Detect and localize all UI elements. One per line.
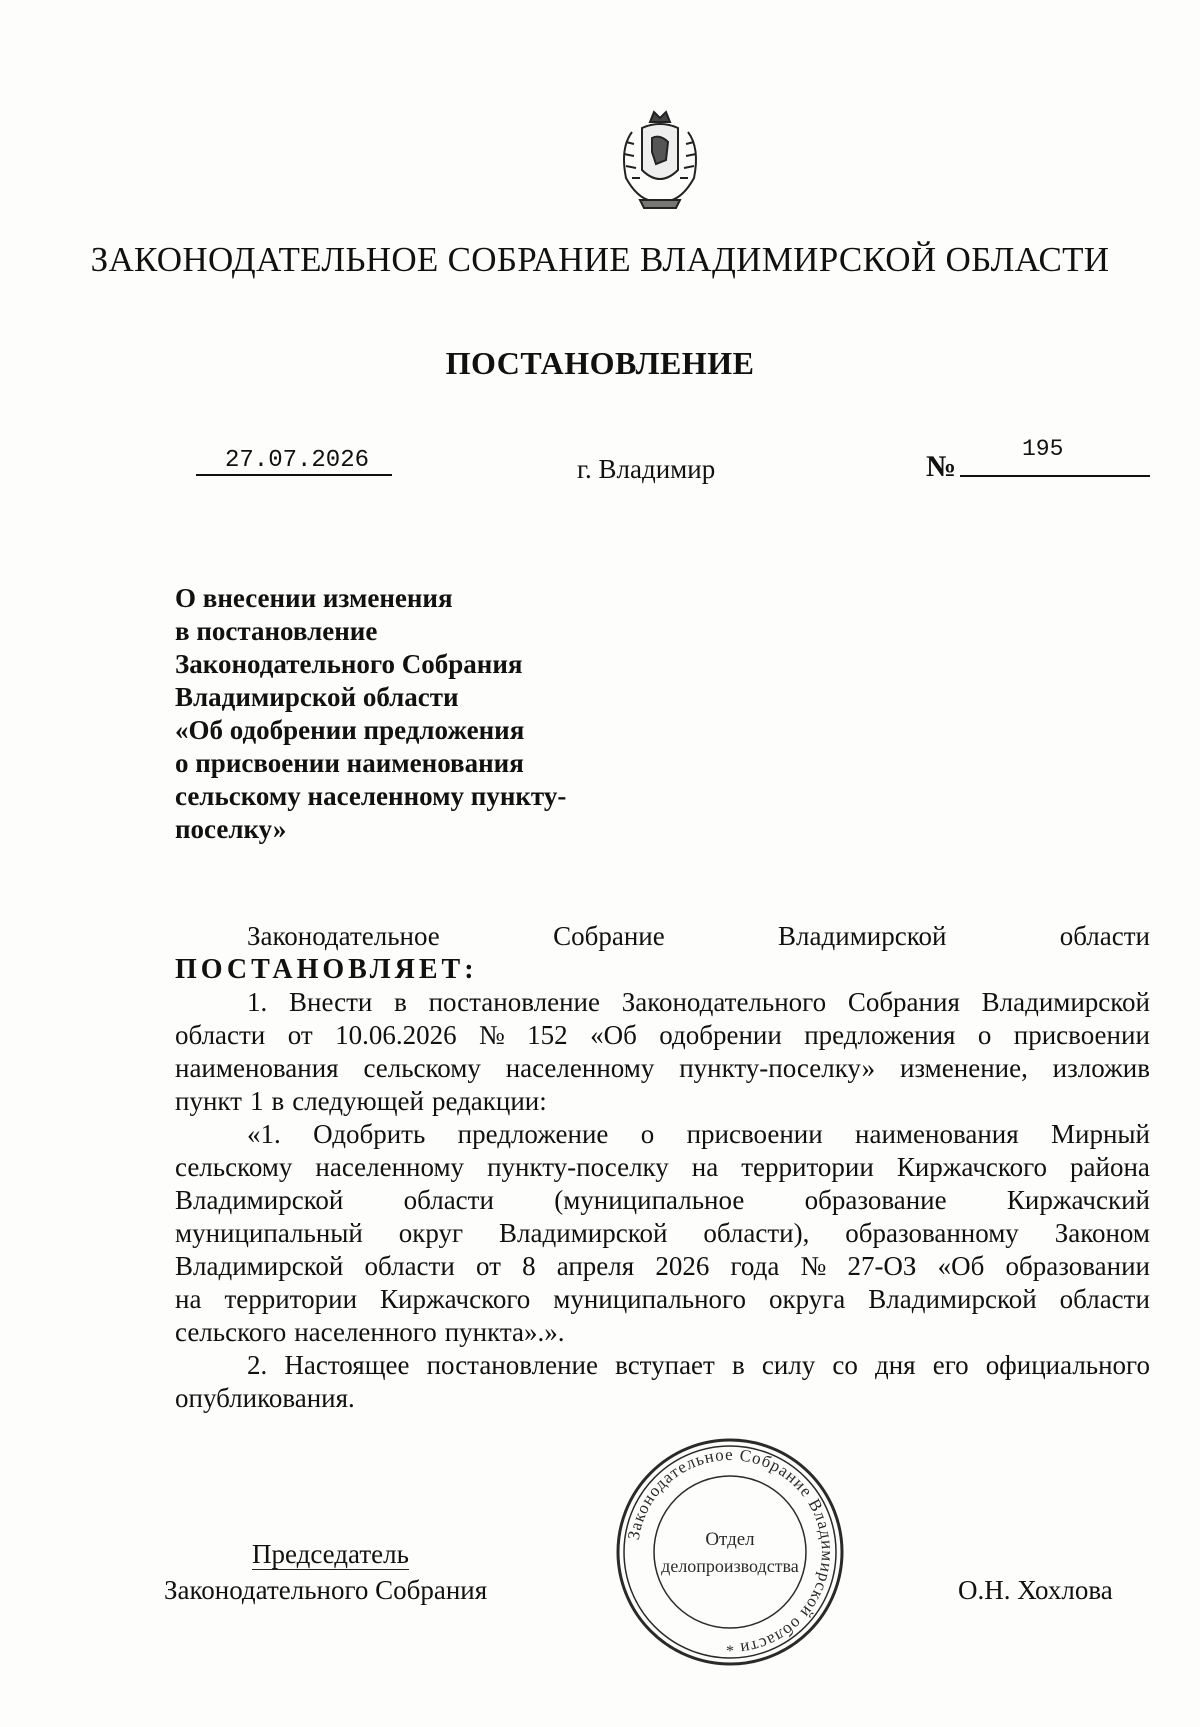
body-word: его <box>932 1350 969 1380</box>
paragraph-line <box>175 1052 1150 1085</box>
body-word: области <box>1059 1284 1150 1314</box>
body-word: присвоении <box>1013 1020 1150 1050</box>
body-word: пункта».». <box>444 1317 565 1347</box>
body-word: Законодательного <box>621 987 827 1017</box>
signer-name: О.Н. Хохлова <box>958 1575 1113 1605</box>
paragraph-line <box>175 1085 1150 1118</box>
body-word: года <box>730 1251 780 1281</box>
body-word: на <box>175 1284 202 1314</box>
subject-line: сельскому населенному пункту- <box>175 781 567 811</box>
body-word: Владимирской <box>499 1218 668 1248</box>
body-word: пункту-поселку» <box>679 1053 876 1083</box>
body-word: сельскому <box>363 1053 481 1083</box>
body-word: № <box>800 1251 827 1281</box>
paragraph-line <box>175 1316 1150 1349</box>
official-stamp <box>610 1432 850 1672</box>
body-word: Киржачского <box>896 1152 1048 1182</box>
intro-word: области <box>1059 921 1150 951</box>
stamp-center-line2: делопроизводства <box>661 1556 799 1576</box>
body-word: пункт <box>175 1086 242 1116</box>
body-word: от <box>287 1020 313 1050</box>
body-word: изложив <box>1052 1053 1150 1083</box>
signer-position <box>252 1539 409 1570</box>
body-word: официального <box>985 1350 1150 1380</box>
date-value: 27.07.2026 <box>224 447 370 474</box>
signer-position-line2: Законодательного Собрания <box>164 1575 488 1605</box>
body-word: (муниципальное <box>554 1185 745 1215</box>
document-subject <box>175 582 615 846</box>
body-word: населенного <box>294 1317 437 1347</box>
body-word: образование <box>804 1185 947 1215</box>
body-word: от <box>475 1251 501 1281</box>
body-word: о <box>640 1119 655 1149</box>
body-word: Собрания <box>847 987 960 1017</box>
subject-line: Законодательного Собрания <box>175 649 523 679</box>
coat-of-arms-icon <box>612 108 708 212</box>
body-word: постановление <box>428 987 600 1017</box>
body-word: области <box>364 1251 455 1281</box>
body-word: 2. <box>247 1350 268 1380</box>
paragraph-line <box>175 1151 1150 1184</box>
body-word: на <box>691 1152 719 1182</box>
stamp-rings <box>618 1440 842 1664</box>
body-word: «Об <box>937 1251 985 1281</box>
body-word: округа <box>768 1284 846 1314</box>
body-word: территории <box>741 1152 874 1182</box>
number-underline <box>960 475 1150 477</box>
body-word: в <box>394 987 407 1017</box>
body-word: редакции: <box>431 1086 547 1116</box>
paragraph-line <box>175 1382 1150 1415</box>
stamp-center-line1: Отдел <box>705 1529 755 1550</box>
body-word: Владимирской <box>175 1251 344 1281</box>
body-word: со <box>832 1350 858 1380</box>
intro-line <box>175 920 1150 953</box>
body-word: области <box>403 1185 494 1215</box>
body-word: постановление <box>426 1350 598 1380</box>
body-word: 152 <box>527 1020 568 1050</box>
body-word: образовании <box>1005 1251 1150 1281</box>
body-word: 27-ОЗ <box>847 1251 917 1281</box>
body-word: предложение <box>457 1119 609 1149</box>
decree-word: ПОСТАНОВЛЯЕТ: <box>175 954 478 985</box>
body-word: 10.06.2026 <box>335 1020 457 1050</box>
body-word: района <box>1070 1152 1150 1182</box>
body-word: населенному <box>315 1152 465 1182</box>
subject-line: в постановление <box>175 616 378 646</box>
body-word: следующей <box>292 1086 424 1116</box>
body-word: образованному <box>845 1218 1019 1248</box>
body-word: силу <box>761 1350 816 1380</box>
document-body <box>175 920 1150 1415</box>
paragraph-line <box>175 1118 1150 1151</box>
subject-line: «Об одобрении предложения <box>175 715 525 745</box>
body-word: 8 <box>522 1251 536 1281</box>
paragraph-line <box>175 1019 1150 1052</box>
organization-title: ЗАКОНОДАТЕЛЬНОЕ СОБРАНИЕ ВЛАДИМИРСКОЙ ОБЛАСТИ <box>90 240 1110 279</box>
document-city: г. Владимир <box>577 454 716 484</box>
subject-line: поселку» <box>175 814 287 844</box>
body-word: предложения <box>804 1020 956 1050</box>
body-word: сельского <box>175 1317 287 1347</box>
intro-word: Собрание <box>553 921 665 951</box>
body-word: муниципального <box>553 1284 746 1314</box>
body-word: Владимирской <box>175 1185 344 1215</box>
body-word: изменение, <box>899 1053 1028 1083</box>
paragraph-line <box>175 986 1150 1019</box>
signer-position-line1: Председатель <box>252 1539 409 1569</box>
body-word: «Об <box>590 1020 637 1050</box>
body-word: 1 <box>249 1086 264 1116</box>
body-word: территории <box>224 1284 358 1314</box>
stamp-ring-textpath: Законодательное Собрание Владимирской области <box>623 1444 838 1659</box>
body-word: области), <box>703 1218 810 1248</box>
body-word: Киржачского <box>380 1284 531 1314</box>
paragraph-line <box>175 1250 1150 1283</box>
body-word: в <box>271 1086 285 1116</box>
body-word: Внести <box>288 987 373 1017</box>
body-word: одобрении <box>659 1020 782 1050</box>
body-word: вступает <box>615 1350 715 1380</box>
body-word: Законом <box>1054 1218 1150 1248</box>
body-word: присвоении <box>686 1119 823 1149</box>
body-word: Настоящее <box>284 1350 410 1380</box>
body-word: наименования <box>175 1053 339 1083</box>
body-word: населенному <box>505 1053 655 1083</box>
body-word: дня <box>875 1350 916 1380</box>
body-word: о <box>977 1020 992 1050</box>
body-word: округ <box>398 1218 464 1248</box>
intro-word: Владимирской <box>778 921 947 951</box>
number-sign: № <box>926 450 957 483</box>
stamp-star: * <box>726 1643 734 1660</box>
subject-line: О внесении изменения <box>175 583 453 613</box>
document-date <box>196 447 392 476</box>
document-type: ПОСТАНОВЛЕНИЕ <box>445 345 755 381</box>
body-word: пункту-поселку <box>487 1152 669 1182</box>
body-word: 1. <box>247 987 268 1017</box>
paragraph-line <box>175 1217 1150 1250</box>
body-word: Владимирской <box>981 987 1150 1017</box>
document-number: 195 <box>1022 436 1064 462</box>
subject-line: о присвоении наименования <box>175 748 524 778</box>
body-word: № <box>478 1020 505 1050</box>
subject-line: Владимирской области <box>175 682 459 712</box>
body-word: области <box>175 1020 266 1050</box>
body-word: сельскому <box>175 1152 293 1182</box>
body-word: апреля <box>556 1251 635 1281</box>
body-word: Мирный <box>1051 1119 1150 1149</box>
paragraph-line <box>175 1349 1150 1382</box>
body-word: опубликования. <box>175 1383 355 1413</box>
body-word: 2026 <box>655 1251 710 1281</box>
intro-word: Законодательное <box>247 921 440 951</box>
body-word: муниципальный <box>175 1218 363 1248</box>
body-word: Киржачский <box>1006 1185 1150 1215</box>
body-word: Владимирской <box>868 1284 1037 1314</box>
body-word: Одобрить <box>313 1119 426 1149</box>
body-word: «1. <box>247 1119 281 1149</box>
paragraph-line <box>175 1283 1150 1316</box>
body-word: в <box>731 1350 745 1380</box>
body-word: наименования <box>855 1119 1019 1149</box>
paragraph-line <box>175 1184 1150 1217</box>
